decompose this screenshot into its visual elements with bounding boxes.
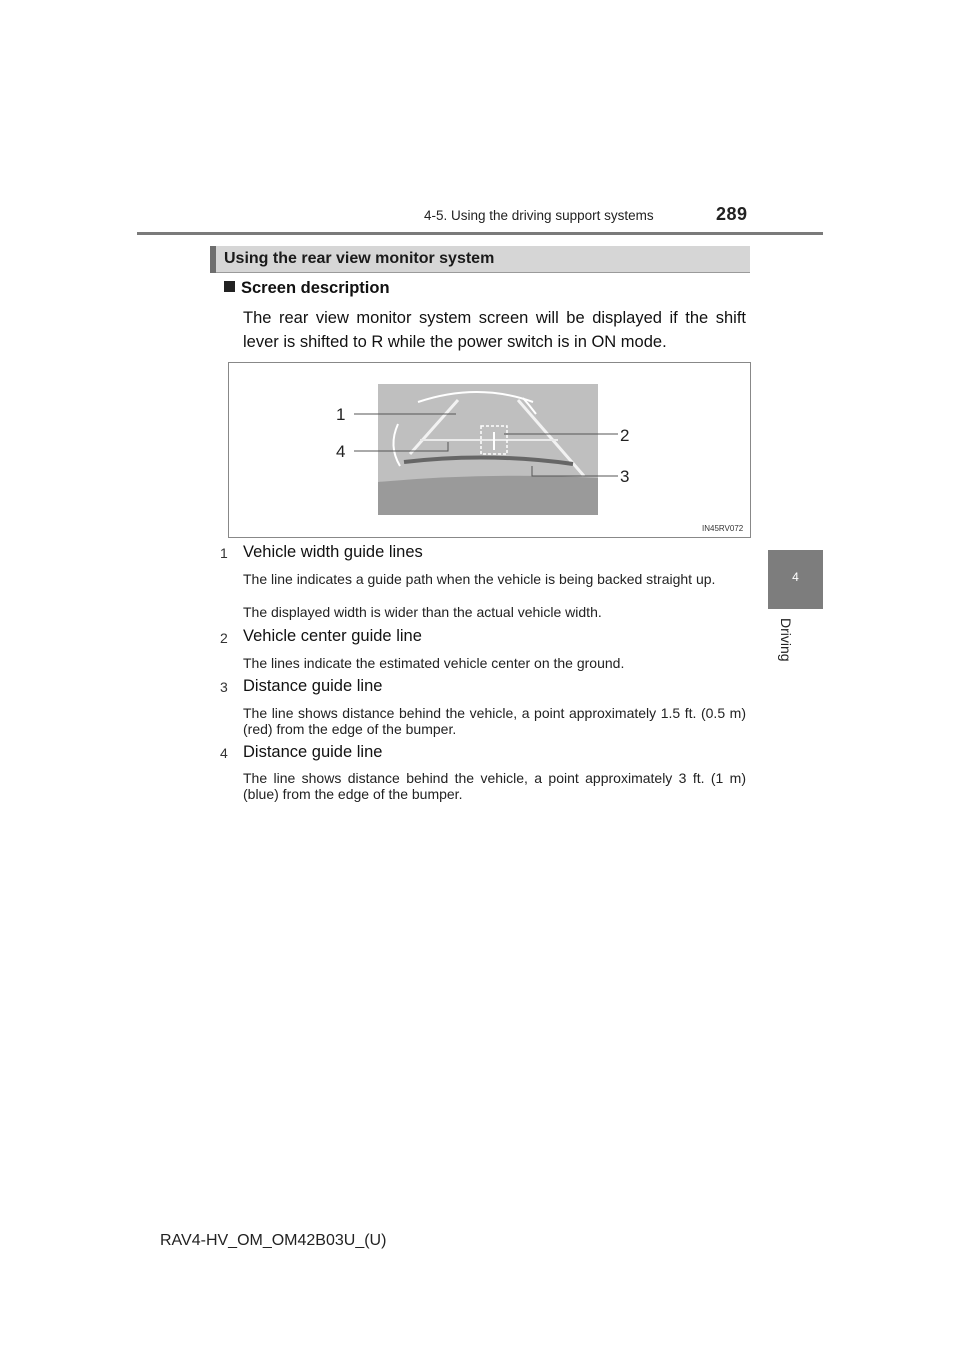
chapter-label: Driving — [778, 618, 794, 662]
page-number: 289 — [716, 204, 748, 224]
item-marker-3: 3 — [220, 679, 228, 695]
square-bullet-icon — [224, 281, 235, 292]
item-desc-1b: The displayed width is wider than the actual vehicle width. — [243, 604, 602, 620]
item-marker-1: 1 — [220, 545, 228, 561]
document-code-footer: RAV4-HV_OM_OM42B03U_(U) — [160, 1232, 387, 1249]
subsection-heading-text: Screen description — [241, 279, 390, 297]
figure-code: IN45RV072 — [702, 524, 744, 533]
callout-3: 3 — [620, 467, 630, 486]
item-marker-4: 4 — [220, 745, 228, 761]
item-title-1: Vehicle width guide lines — [243, 543, 423, 561]
callout-2: 2 — [620, 426, 630, 445]
subsection-lead-text: The rear view monitor system screen will be displayed if the shift lever is shifted to R while the power switch is in ON mode. — [243, 309, 746, 351]
chapter-label-container — [778, 618, 792, 678]
item-marker-2: 2 — [220, 630, 228, 646]
callout-1: 1 — [336, 405, 346, 424]
item-title-3: Distance guide line — [243, 677, 383, 695]
item-title-4: Distance guide line — [243, 743, 383, 761]
chapter-number: 4 — [792, 570, 799, 584]
item-desc-4: The line shows distance behind the vehicle, a point approximately 3 ft. (1 m) (blue) from the edge of the bumper. — [243, 770, 746, 802]
section-title: Using the rear view monitor system — [224, 250, 495, 267]
rear-view-monitor-figure — [228, 362, 751, 538]
ground-shade — [378, 476, 598, 515]
header-rule — [137, 232, 823, 235]
section-title-accent — [210, 246, 216, 273]
item-desc-1a: The line indicates a guide path when the vehicle is being backed straight up. — [243, 571, 716, 587]
item-title-2: Vehicle center guide line — [243, 627, 422, 645]
callout-4: 4 — [336, 442, 346, 461]
item-desc-3: The line shows distance behind the vehicle, a point approximately 1.5 ft. (0.5 m) (red) from the edge of the bumper. — [243, 705, 746, 737]
item-desc-2: The lines indicate the estimated vehicle center on the ground. — [243, 655, 625, 671]
subsection-heading — [224, 279, 390, 298]
running-header-section: 4-5. Using the driving support systems — [424, 208, 654, 223]
